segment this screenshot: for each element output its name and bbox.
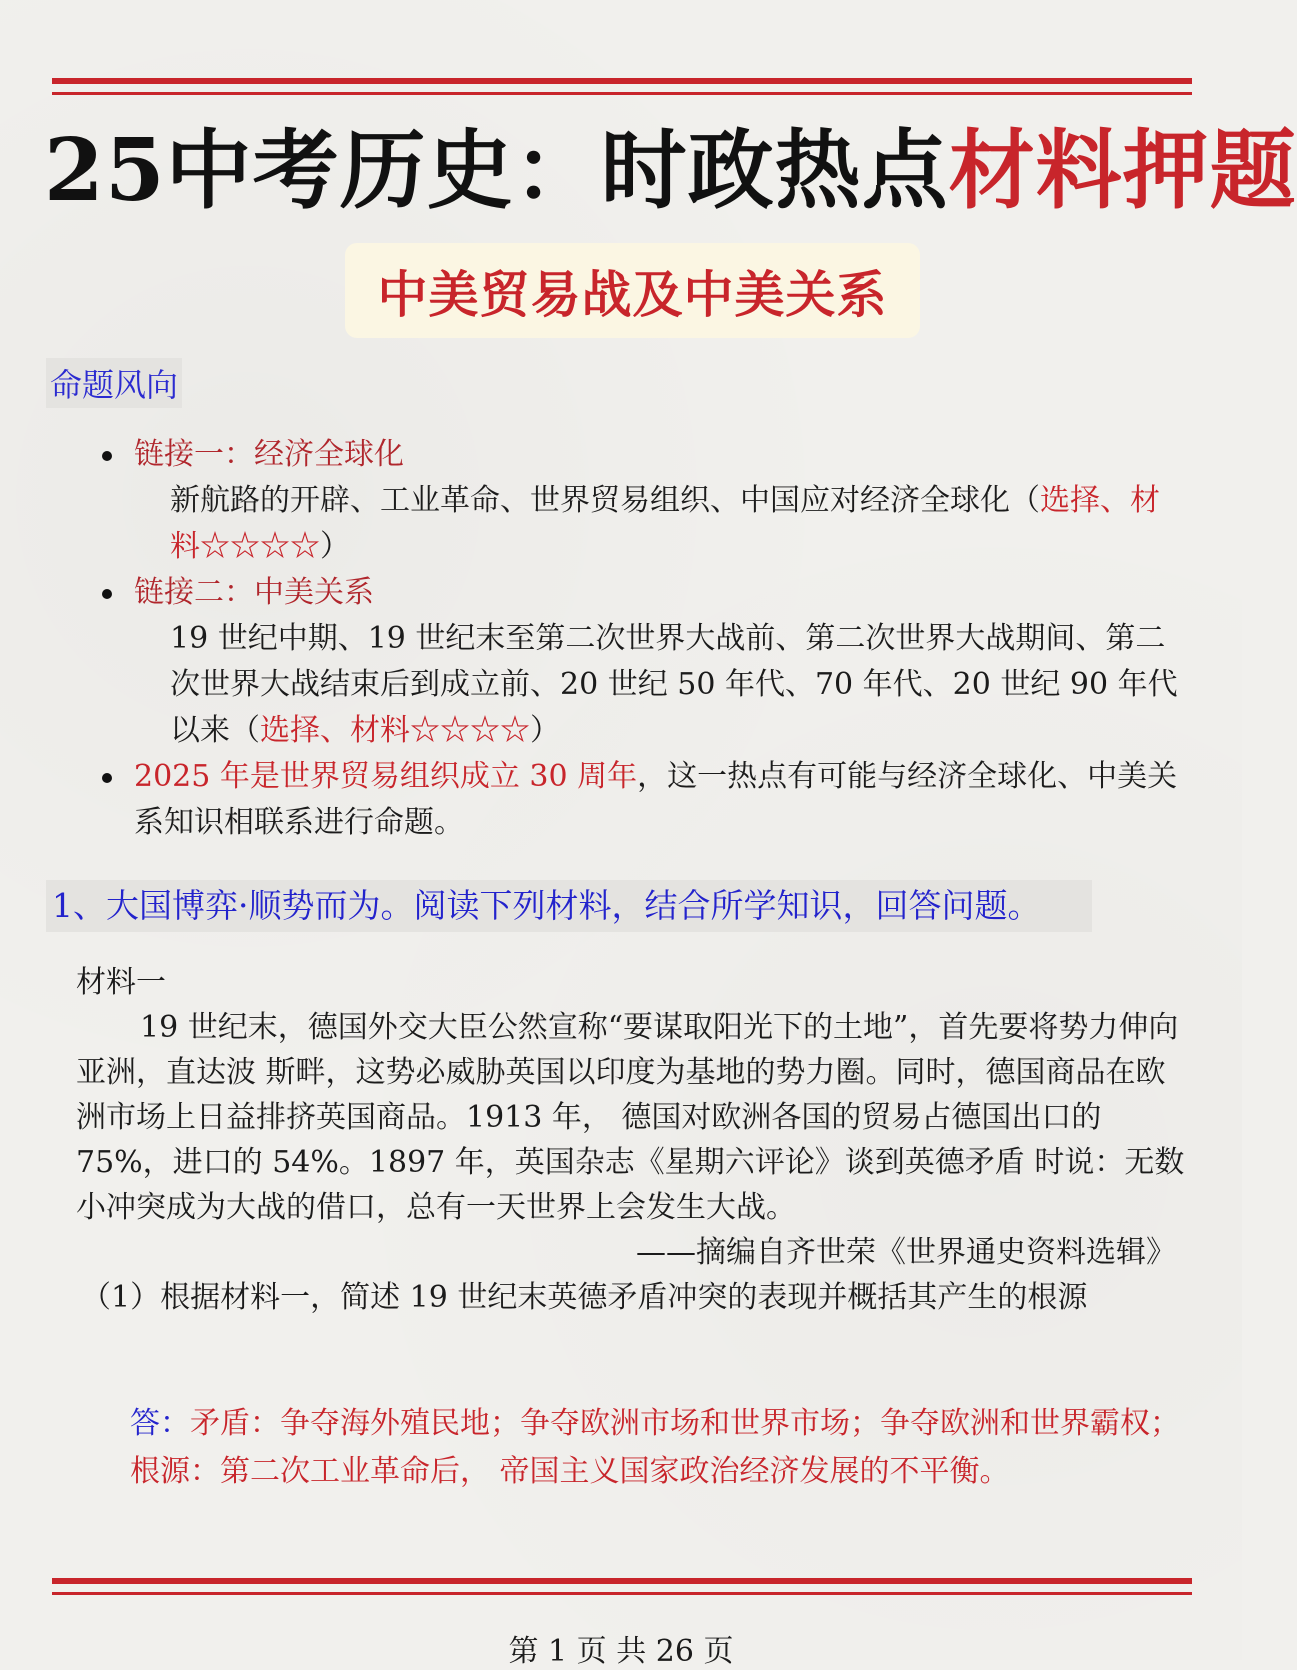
bullet-body-end: ） (320, 529, 350, 564)
material-text: 19 世纪末，德国外交大臣公然宣称“要谋取阳光下的土地”，首先要将势力伸向亚洲，直达波 斯畔，这势必威胁英国以印度为基地的势力圈。同时，德国商品在欧洲市场上日益排挤英国商品。1913 年， 德国对欧洲各国的贸易占德国出口的 75%，进口的 54%。1897 年，英国杂志《星期六评论》谈到英德矛盾 时说：无数小冲突成为大战的借口，总有一天世界上会发生大战。 (76, 1010, 1185, 1225)
material-source: ——摘编自齐世荣《世界通史资料选辑》 (636, 1235, 1176, 1270)
title-red: 材料押题 (948, 120, 1297, 221)
bottom-rule-thin (52, 1592, 1192, 1595)
bullet-item-1 (100, 432, 1180, 570)
bullet-body-red: 选择、材料☆☆☆☆ (260, 713, 530, 748)
bullet-head: 链接二：中美关系 (134, 575, 374, 610)
bullet-body-red: 选择、材料☆☆☆☆ (170, 483, 1160, 564)
page-number: 第 1 页 共 26 页 (508, 1634, 734, 1669)
answer-block (130, 1400, 1190, 1496)
bullet-body-text: 新航路的开辟、工业革命、世界贸易组织、中国应对经济全球化（ (170, 483, 1040, 518)
top-rule-thick (52, 78, 1192, 84)
bullet-item-2 (100, 570, 1180, 754)
bullet-body-text: 19 世纪中期、19 世纪末至第二次世界大战前、第二次世界大战期间、第二次世界大战结束后到成立前、20 世纪 50 年代、70 年代、20 世纪 90 年代以来（ (170, 621, 1178, 748)
top-rule-thin (52, 92, 1192, 95)
bullet-head: 链接一：经济全球化 (134, 437, 404, 472)
material-block (76, 960, 1186, 1320)
subtitle-box (345, 243, 920, 338)
material-label: 材料一 (76, 965, 166, 1000)
bullet-head: 2025 年是世界贸易组织成立 30 周年 (134, 759, 638, 794)
bullet-rest: ，这一热点有可能与经济全球化、中美关系知识相联系进行命题。 (134, 759, 1178, 840)
bullet-body (134, 478, 1180, 570)
question-heading: 1、大国博弈·顺势而为。阅读下列材料，结合所学知识，回答问题。 (46, 880, 1092, 932)
sub-question: （1）根据材料一，简述 19 世纪末英德矛盾冲突的表现并概括其产生的根源 (81, 1280, 1088, 1315)
bullet-list (100, 432, 1180, 846)
subtitle: 中美贸易战及中美关系 (377, 264, 888, 324)
bullet-body (134, 616, 1180, 754)
section-label: 命题风向 (46, 358, 182, 408)
bullet-body-end: ） (530, 713, 560, 748)
bottom-rule-thick (52, 1578, 1192, 1584)
bullet-item-3 (100, 754, 1180, 846)
title-black: 25中考历史：时政热点 (44, 120, 949, 221)
answer-text: 矛盾：争夺海外殖民地；争夺欧洲市场和世界市场；争夺欧洲和世界霸权；根源：第二次工业革命后， 帝国主义国家政治经济发展的不平衡。 (130, 1406, 1180, 1489)
page-title (44, 120, 1297, 221)
answer-label: 答： (130, 1406, 190, 1441)
